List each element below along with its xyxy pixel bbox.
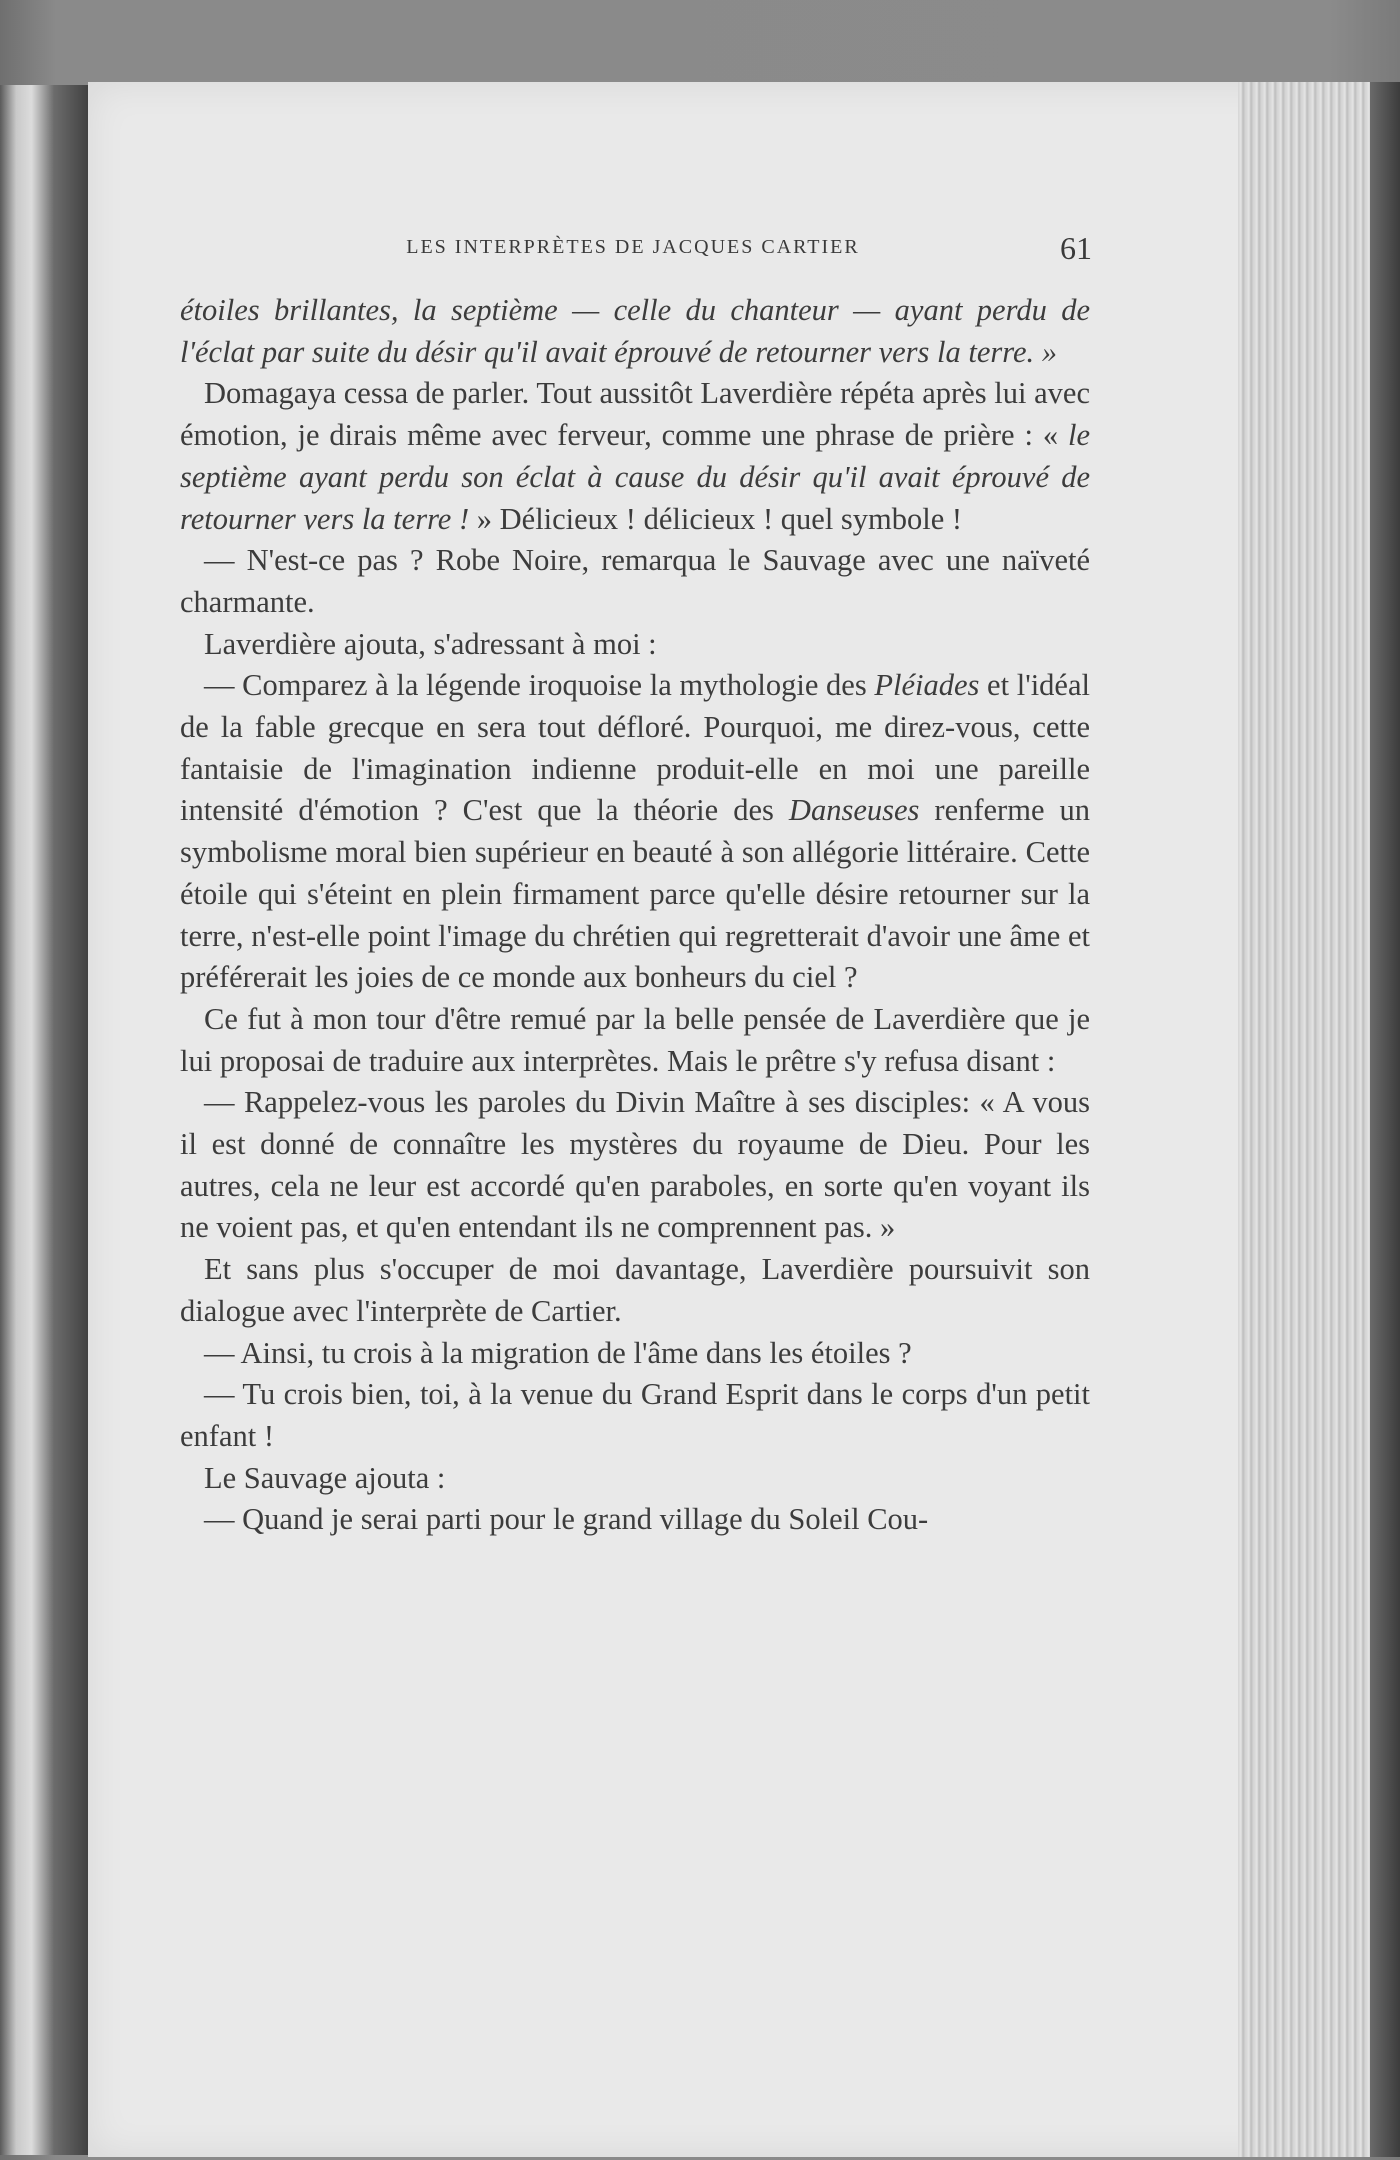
previous-page-edge (0, 85, 90, 2155)
paragraph (180, 999, 1090, 1082)
text-span: — Comparez à la légende iroquoise la mythologie des (204, 668, 875, 703)
paragraph (180, 373, 1090, 540)
text-span: — N'est-ce pas ? Robe Noire, remarqua le Sauvage avec une naïveté charmante. (180, 543, 1090, 619)
italic-span: le septième ayant perdu son éclat à cause du désir qu'il avait éprouvé de retourner vers la terre ! (180, 418, 1090, 536)
text-span: renferme un symbolisme moral bien supérieur en beauté à son allégorie littéraire. Cette étoile qui s'éteint en plein firmament parce qu'elle désire retourner sur la terre, n'est-elle point l'image du chrétien qui regretterait d'avoir une âme et préférerait les joies de ce monde aux bonheurs du ciel ? (180, 793, 1091, 995)
book-edge-shadow (1370, 82, 1400, 2157)
text-span: Ce fut à mon tour d'être remué par la belle pensée de Laverdière que je lui proposai de traduire aux interprètes. Mais le prêtre s'y refusa disant : (180, 1001, 1090, 1078)
paragraph (180, 1249, 1090, 1332)
text-span: Domagaya cessa de parler. Tout aussitôt Laverdière répéta après lui avec émotion, je dirais même avec ferveur, comme une phrase de prière : « (180, 376, 1090, 453)
text-span: Le Sauvage ajouta : (204, 1460, 446, 1495)
paragraph (180, 290, 1090, 373)
text-span: Laverdière ajouta, s'adressant à moi : (204, 626, 657, 661)
paragraph (180, 1374, 1090, 1457)
paragraph (180, 1499, 1090, 1541)
text-span: Et sans plus s'occuper de moi davantage, Laverdière poursuivit son dialogue avec l'interprète de Cartier. (180, 1252, 1090, 1328)
body-text (180, 290, 1090, 1541)
paragraph (180, 1333, 1090, 1375)
text-span: » Délicieux ! délicieux ! quel symbole ! (469, 501, 963, 536)
page-number: 61 (1060, 230, 1092, 266)
text-span: — Ainsi, tu crois à la migration de l'âme dans les étoiles ? (204, 1335, 912, 1370)
paragraph (180, 1082, 1090, 1249)
italic-span: étoiles brillantes, la septième — celle du chanteur — ayant perdu de l'éclat par suite du désir qu'il avait éprouvé de retourner vers la terre. » (180, 293, 1090, 369)
italic-span: Pléiades (874, 668, 980, 703)
paragraph (180, 540, 1090, 623)
paragraph (180, 624, 1090, 666)
text-span: — Rappelez-vous les paroles du Divin Maître à ses disciples: « A vous il est donné de connaître les mystères du royaume de Dieu. Pour les autres, cela ne leur est accordé qu'en paraboles, en sorte qu'en voyant ils ne voient pas, et qu'en entendant ils ne comprennent pas. » (180, 1085, 1090, 1245)
running-head: LES INTERPRÈTES DE JACQUES CARTIER (406, 236, 860, 258)
paragraph (180, 1458, 1090, 1500)
italic-span: Danseuses (788, 793, 920, 828)
text-span: et l'idéal de la fable grecque en sera tout défloré. Pourquoi, me direz-vous, cette fantaisie de l'imagination indienne produit-elle en moi une pareille intensité d'émotion ? C'est que la théorie des (180, 668, 1090, 828)
paragraph (180, 665, 1090, 999)
text-span: — Tu crois bien, toi, à la venue du Grand Esprit dans le corps d'un petit enfant ! (180, 1377, 1090, 1453)
page-stack-edge (1238, 82, 1378, 2157)
text-span: — Quand je serai parti pour le grand village du Soleil Cou- (204, 1502, 929, 1537)
